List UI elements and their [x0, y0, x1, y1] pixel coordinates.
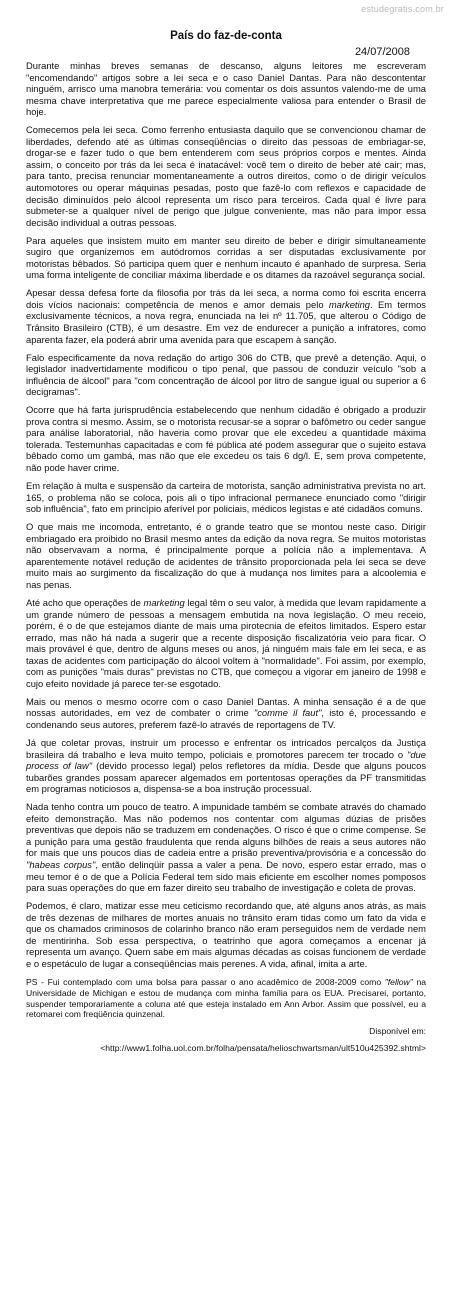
text-run: Podemos, é claro, matizar esse meu ceticismo recordando que, até alguns anos atrás, as mais de três dezenas de milhares de mortes anuais no trânsito eram tidas como um fato da vida e que os chamados criminosos de colarinho branco não eram perseguidos nem de verdade nem de mentirinha. Sob essa perspectiva, o teatrinho que agora começamos a encenar já representa um avanço. Quem sabe em mais algumas décadas as coisas funcionem de verdade e o espetáculo de lugar a conseqüências mais perenes. A vida, afinal, imita a arte. [26, 900, 426, 969]
article-paragraph [26, 480, 426, 515]
italic-term: "due process of law" [26, 748, 426, 772]
text-run: , isto é, processando e condenando seus autores, preferem fazê-lo através de reportagens de TV. [26, 707, 426, 730]
italic-term: marketing [143, 596, 185, 608]
article-paragraph [26, 60, 426, 118]
article-paragraph [26, 597, 426, 689]
text-run: Durante minhas breves semanas de descanso, alguns leitores me escreveram "encomendando" artigos sobre a lei seca e o caso Daniel Dantas. Para não descontentar ninguém, arrisco uma manobra temerária: vou comentar os dois assuntos valendo-me de uma mesma chave interpretativa que me parece especialmente valiosa para entender o Brasil de hoje. [26, 60, 426, 118]
text-run: . Em termos exclusivamente técnicos, a nova regra, enunciada na lei nº 11.705, que alterou o Código de Trânsito Brasileiro (CTB), é um desastre. Em vez de endurecer a punição a infratores, como aparenta fazer, ela poderá abrir uma avenida para que escapem à sanção. [26, 298, 426, 345]
text-run: na Universidade de Michigan e estou de mudança com minha família para os EUA. Precisarei, portanto, suspender temporariamente a coluna até que esteja instalado em Ann Arbor. Assim que possível, eu a retomarei com freqüência quinzenal. [26, 977, 426, 1020]
text-run: Para aqueles que insistem muito em manter seu direito de beber e dirigir simultaneamente sugiro que organizemos em autódromos corridas a ser disputadas exclusivamente por motoristas bêbados. Só participa quem quer e nenhum incauto é apanhado de surpresa. Seria uma forma inteligente de conciliar máxima liberdade e os ditames da razoável segurança social. [26, 234, 426, 281]
text-run: , então delinqüir passa a valer a pena. De novo, espero estar errado, mas o meu temor é o de que a Polícia Federal tem sido mais eficiente em escolher nomes pomposos para suas operações do que em fazer direito seu trabalho de investigação e coleta de provas. [26, 858, 426, 894]
text-run: PS - Fui contemplado com uma bolsa para passar o ano acadêmico de 2008-2009 como [26, 977, 385, 988]
text-run: O que mais me incomoda, entretanto, é o grande teatro que se montou neste caso. Dirigir embriagado era proibido no Brasil mesmo antes da edição da nova regra. Se muitos motoristas não observavam a norma, é principalmente porque a polícia não a implementava. A aparentemente notável redução de acidentes de trânsito proporcionada pela lei seca se deve muito mais ao surgimento da fiscalização do que à mudança nos limites para a alcoolemia e nas penas. [26, 521, 426, 590]
text-run: Até acho que operações de [26, 596, 144, 608]
article-paragraph [26, 404, 426, 473]
article-title: País do faz-de-conta [170, 30, 282, 42]
postscript [26, 977, 426, 1019]
article-paragraph [26, 801, 426, 893]
text-run: (devido processo legal) pelos refletores da mídia. Desde que alguns poucos tubarões grandes possam aparecer algemados em portentosas operações da PF transmitidas em programas noticiosos a, dispensa-se a boa instrução processual. [26, 760, 427, 795]
italic-term: "fellow" [384, 977, 413, 988]
italic-term: "habeas corpus" [26, 858, 96, 870]
text-run: Em relação à multa e suspensão da carteira de motorista, sanção administrativa prevista no art. 165, o problema não se coloca, pois ali o tipo infracional permanece enunciado como "dirigir sob influência", fato em princípio aferível por policiais, médicos legistas e até cidadãos comuns. [26, 480, 426, 515]
article-paragraph [26, 352, 426, 398]
italic-term: marketing [328, 298, 371, 310]
article-paragraph [26, 521, 426, 590]
text-run: legal têm o seu valor, à medida que levam rapidamente a um grande número de pessoas a mensagem embutida na nova legislação. O meu receio, porém, é o de que estejamos diante de mais uma pirotecnia de efeitos limitados. Espero estar errado, mas não há nada a sugerir que a recente disposição fiscalizatória veio para ficar. O mais provável é que, dentro de alguns meses ou anos, já ninguém mais fale em lei seca, e as taxas de acidentes com participação do álcool voltem à "normalidade". Foi assim, por exemplo, com as punições "mais duras" previstas no CTB, que começou a vigorar em janeiro de 1998 e cujo efeito novidade já parece ter-se esgotado. [26, 596, 427, 689]
source-label: Disponível em: [369, 1026, 426, 1037]
text-run: Apesar dessa defesa forte da filosofia por trás da lei seca, a norma como foi escrita encerra dois vícios nacionais: competência de menos e amor demais pelo [26, 287, 426, 310]
text-run: Já que coletar provas, instruir um processo e enfrentar os intricados percalços da Justiça brasileira dá trabalho e leva muito tempo, policiais e promotores parecem ter trocado o [26, 736, 426, 760]
text-run: Ocorre que há farta jurisprudência estabelecendo que nenhum cidadão é obrigado a produzir prova contra si mesmo. Assim, se o motorista recusar-se a soprar o bafômetro ou ceder sangue para análise laboratorial, não haveria como provar que ele excedeu a quantidade máxima tolerada. Testemunhas capacitadas e com fé pública até podem assegurar que o sujeito estava bêbado como um gambá, mas não que ele excedeu os tais 6 dg/l. E, sem prova competente, não pode haver crime. [26, 404, 426, 473]
article-paragraph [26, 696, 426, 731]
source-url: <http://www1.folha.uol.com.br/folha/pensata/helioschwartsman/ult510u425392.shtml> [100, 1043, 426, 1054]
article-paragraph [26, 287, 426, 345]
text-run: Comecemos pela lei seca. Como ferrenho entusiasta daquilo que se convencionou chamar de liberdades, defendo até as últimas conseqüências o direito das pessoas de embriagar-se, drogar-se e fazer tudo o que bem entenderem com seus próprios corpos e mentes. Ainda assim, o conceito por trás da lei seca é inatacável: você tem o direito de beber até cair; mas, para tanto, precisa renunciar momentaneamente a outros direitos, como o de dirigir veículos automotores ou operar máquinas pesadas, posto que fazê-lo com reflexos e capacidade de decisão diminuídos pelo álcool representa um risco para terceiros. Cada qual é livre para submeter-se a qualquer nível de perigo que julgue conveniente, mas não para impor essa decisão individual a outras pessoas. [26, 124, 426, 228]
article-date: 24/07/2008 [354, 46, 410, 58]
article-paragraph [26, 235, 426, 281]
article-paragraph [26, 737, 426, 795]
text-run: Nada tenho contra um pouco de teatro. A impunidade também se combate através do chamado efeito demonstração. Mas não podemos nos contentar com algumas dúzias de prisões preventivas que depois não se traduzem em condenações. O risco é que o crime compense. Se a punição para uma gestão fraudulenta que renda alguns bilhões de reais a seus autores não for mais que uns poucos dias de cadeia entre a prisão preventiva/provisória e a concessão do [26, 801, 426, 859]
article-paragraph [26, 124, 426, 228]
text-run: Falo especificamente da nova redação do artigo 306 do CTB, que prevê a detenção. Aqui, o legislador inadvertidamente modificou o tipo penal, que passou de conduzir veículo "sob a influência de álcool" para "com concentração de álcool por litro de sangue igual ou superior a 6 decigramas". [26, 351, 426, 398]
text-run: Mais ou menos o mesmo ocorre com o caso Daniel Dantas. A minha sensação é a de que nossas autoridades, em vez de combater o crime [26, 695, 426, 719]
italic-term: "comme il faut" [253, 707, 322, 719]
article-paragraph [26, 900, 426, 969]
article-body [26, 60, 426, 1060]
site-watermark: estudegratis.com.br [361, 4, 444, 14]
